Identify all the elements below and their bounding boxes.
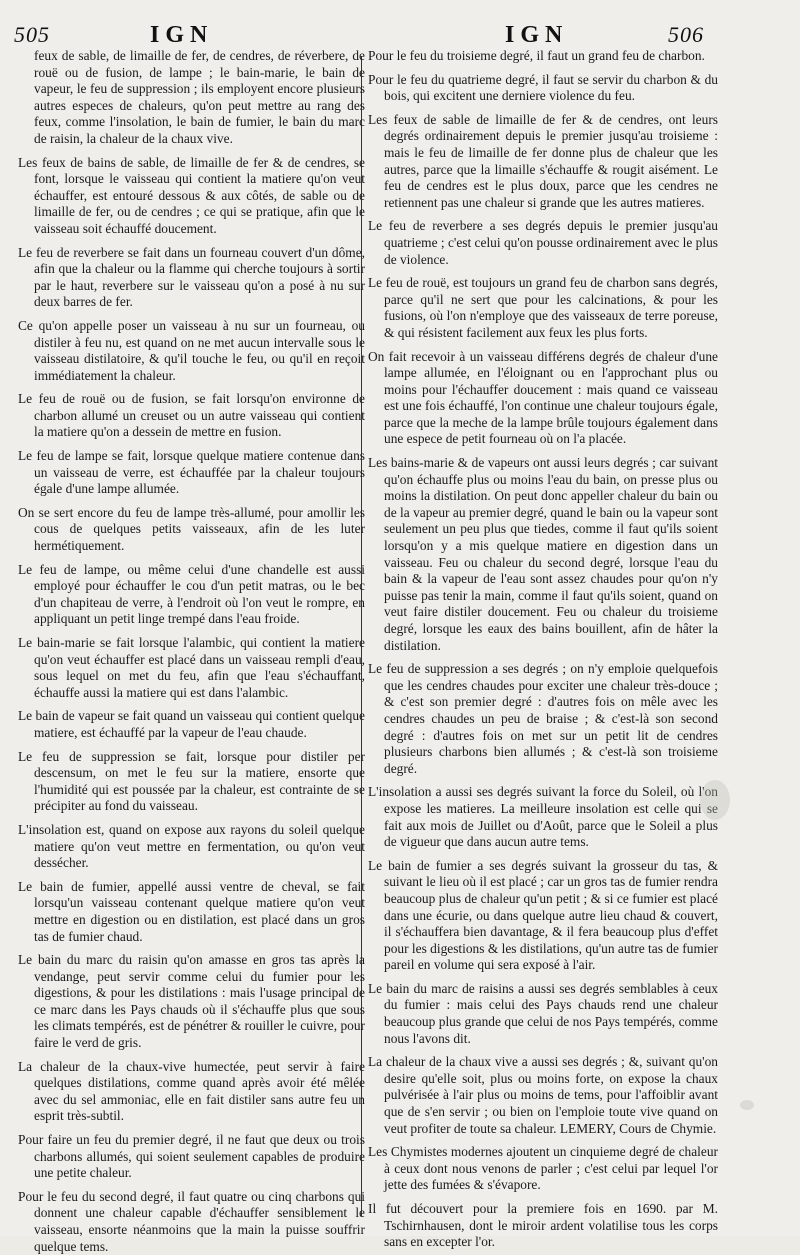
paragraph: feux de sable, de limaille de fer, de cendres, de réverbere, de rouë ou de fusion, de lampe ; le bain-marie, le bain de vapeur, le feu de suppression ; ils employent encore plusieurs autres especes de chaleurs, qu'on peut mettre au rang des feux, comme l'insolation, le bain de fumier, le bain du marc de raisin, la chaleur de la chaux vive. [34,48,365,146]
paragraph: Le bain de vapeur se fait quand un vaisseau qui contient quelque matiere, est échauffé par la vapeur de l'eau chaude. [18,708,365,740]
paragraph: Pour le feu du troisieme degré, il faut un grand feu de charbon. [368,48,705,63]
running-head-right: IGN [505,22,569,48]
paper-blemish [740,1100,754,1110]
paragraph: La chaleur de la chaux-vive humectée, peut servir à faire quelques distilations, comme quand après avoir été mêlée avec du sel ammoniac, elle en fait distiler sans autre feu un esprit très-subtil. [18,1058,365,1124]
paragraph: Le bain-marie se fait lorsque l'alambic, qui contient la matiere qu'on veut échauffer est placé dans un vaisseau rempli d'eau, sous lequel on met du feu, afin que l'eau s'échauffant, échauffe aussi la matiere qui est dans l'alambic. [18,635,365,700]
paragraph: Les Chymistes modernes ajoutent un cinquieme degré de chaleur à ceux dont nous venons de parler ; c'est celui par lequel l'or jette des fumées & s'évapore. [368,1144,718,1193]
paragraph: Les bains-marie & de vapeurs ont aussi leurs degrés ; car suivant qu'on échauffe plus ou moins l'eau du bain, on presse plus ou moins la distilation. On peut donc appeller chaleur du bain ou de la vapeur au premier degré, quand le bain ou la vapeur sont seulement un peu plus que tiedes, comme il faut qu'ils soient lorsqu'on y a mis quelque matiere en digestion dans un vaisseau. Feu ou chaleur du second degré, lorsque l'eau du bain & la vapeur de l'eau sont assez chaudes pour qu'on n'y puisse pas tenir la main, comme il faut qu'ils soient, quand on veut faire distiler doucement. Feu ou chaleur du troisieme degré, lorsque les eaux des bains bouillent, afin de hâter la distilation. [368,455,718,653]
paragraph: Le bain de fumier a ses degrés suivant la grosseur du tas, & suivant le lieu où il est placé ; car un gros tas de fumier rendra beaucoup plus de chaleur qu'un petit ; & si ce fumier est placé dans une écurie, ou dans quelque autre lieu chaud & couvert, il s'échauffera bien davantage, & il fera beaucoup plus d'effet pour les digestions & les distilations, qu'un autre tas de fumier pareil en volume qui sera exposé à l'air. [368,857,718,973]
paragraph: On se sert encore du feu de lampe très-allumé, pour amollir les cous de quelques petits vaisseaux, afin de les luter hermétiquement. [18,504,365,554]
paragraph: Les feux de sable de limaille de fer & de cendres, ont leurs degrés ordinairement depuis le premier jusqu'au troisieme : mais le feu de limaille de fer donne plus de chaleur que les autres, parce que la limaille s'échauffe & rougit aisément. Le feu de cendres est le plus doux, parce que les cendres ne retiennent pas une chaleur si grande que les autres matieres. [368,111,718,210]
paragraph: Le feu de rouë ou de fusion, se fait lorsqu'on environne de charbon allumé un creuset ou un autre vaisseau qui contient la matiere qu'on a dessein de mettre en fusion. [18,391,365,440]
paragraph: Le bain de fumier, appellé aussi ventre de cheval, se fait lorsqu'un vaisseau contenant quelque matiere qu'on veut mettre en digestion ou en distilation, est placé dans un gros tas de fumier chaud. [18,878,365,944]
paper-blemish [700,780,730,820]
paragraph: Ce qu'on appelle poser un vaisseau à nu sur un fourneau, ou distiler à feu nu, est quand on ne met aucun intervalle sous le vaisseau distilatoire, & qu'il touche le feu, ou qu'il en reçoit immédiatement la chaleur. [18,317,365,383]
page-number-left: 505 [14,22,50,47]
paragraph: Le feu de suppression se fait, lorsque pour distiler per descensum, on met le feu sur la matiere, ensorte que l'humidité qui est poussée par la chaleur, est contrainte de se précipiter au fond du vaisseau. [18,748,365,814]
paragraph: Il fut découvert pour la premiere fois en 1690. par M. Tschirnhausen, dont le miroir ardent volatilise tous les corps sans en excepter l'or. [368,1201,718,1250]
paragraph: Le feu de suppression a ses degrés ; on n'y emploie quelquefois que les cendres chaudes pour exciter une chaleur très-douce ; & c'est son premier degré : d'autres fois on mêle avec les cendres chaudes un peu de braise ; & c'est-là son second degré : d'autres fois on met sur un petit lit de cendres plusieurs charbons bien allumés ; & c'est-là son troisieme degré. [368,661,718,776]
paragraph: Le feu de rouë, est toujours un grand feu de charbon sans degrés, parce qu'il ne sert que pour les calcinations, & pour les fusions, où l'on n'employe que des vaisseaux de terre poreuse, & qui résistent facilement aux feux les plus forts. [368,275,718,340]
paragraph: L'insolation est, quand on expose aux rayons du soleil quelque matiere qu'on veut mettre en fermentation, ou qu'on veut dessécher. [18,821,365,871]
paragraph: On fait recevoir à un vaisseau différens degrés de chaleur d'une lampe allumée, en l'éloignant ou en l'approchant plus ou moins pour l'échauffer doucement : mais quand ce vaisseau est une fois échauffé, l'on continue une chaleur toujours égale, parce que la meche de la lampe brûle toujours également dans une espece de petit fourneau où on l'a placée. [368,348,718,447]
paragraph: Pour le feu du quatrieme degré, il faut se servir du charbon & du bois, qui excitent une derniere violence du feu. [368,71,718,104]
paragraph: Le feu de lampe, ou même celui d'une chandelle est aussi employé pour échauffer le cou d'un petit matras, ou le bec d'un chapiteau de verre, à l'endroit où l'on veut le rompre, en appliquant un petit linge trempé dans l'eau froide. [18,561,365,627]
left-column [18,48,365,1254]
paragraph: Le bain du marc de raisins a aussi ses degrés semblables à ceux du fumier : mais celui des Pays chauds rend une chaleur beaucoup plus grande que celui de nos Pays tempérés, comme nous l'avons dit. [368,980,718,1046]
paragraph: Le feu de lampe se fait, lorsque quelque matiere contenue dans un vaisseau de verre, est échauffée par la chaleur toujours égale d'une lampe allumée. [18,448,365,497]
page-number-right: 506 [668,22,704,47]
paragraph: Les feux de bains de sable, de limaille de fer & de cendres, se font, lorsque le vaisseau qui contient la matiere qu'on veut échauffer, est entouré dessous & aux côtés, de sable ou de limaille de fer, ou de cendres ; ce qui se pratique, afin que le vaisseau soit échauffé doucement. [18,154,365,236]
running-head-left: IGN [150,22,214,48]
paragraph: Pour faire un feu du premier degré, il ne faut que deux ou trois charbons allumés, qui soient seulement capables de produire une petite chaleur. [18,1132,365,1181]
paragraph: Le bain du marc du raisin qu'on amasse en gros tas après la vendange, peut servir comme celui du fumier pour les digestions, & pour les distilations : mais l'usage principal de ce marc dans les Pays chauds où il s'échauffe plus que sous les climats tempérés, est de pénétrer & rouiller le cuivre, pour faire le verd de gris. [18,952,365,1051]
paragraph: Pour le feu du second degré, il faut quatre ou cinq charbons qui donnent une chaleur capable d'échauffer sensiblement le vaisseau, ensorte néanmoins que la main la puisse souffrir quelque tems. [18,1188,365,1254]
paragraph: La chaleur de la chaux vive a aussi ses degrés ; &, suivant qu'on desire qu'elle soit, plus ou moins forte, on expose la chaux pulvérisée à l'air plus ou moins de tems, pour l'affoiblir avant que de s'en servir ; ou bien on l'emploie toute vive quand on veut profiter de toute sa chaleur. LEMERY, Cours de Chymie. [368,1054,718,1136]
right-column [368,48,718,1250]
paragraph: Le feu de reverbere se fait dans un fourneau couvert d'un dôme, afin que la chaleur ou la flamme qui cherche toujours à sortir par le haut, reverbere sur le vaisseau qu'on a posé à nu sur deux barres de fer. [18,244,365,310]
paragraph: Le feu de reverbere a ses degrés depuis le premier jusqu'au quatrieme ; c'est celui qu'on pousse ordinairement avec le plus de violence. [368,218,718,267]
paragraph: L'insolation a aussi ses degrés suivant la force du Soleil, où l'on expose les matieres. La meilleure insolation est celle qui se fait aux mois de Juillet ou d'Août, parce que le Soleil a plus de vigueur que dans aucun autre tems. [368,784,718,850]
